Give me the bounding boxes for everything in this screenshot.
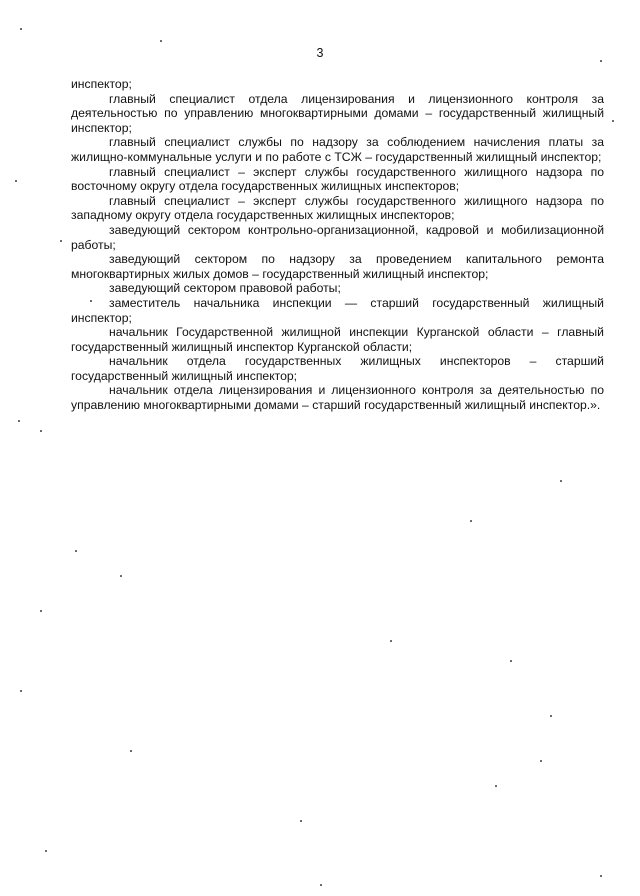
- paragraph: начальник Государственной жилищной инспекции Курганской области – главный государственный жилищный инспектор Курганской области;: [71, 325, 604, 354]
- paragraph: заведующий сектором контрольно-организационной, кадровой и мобилизационной работы;: [71, 222, 604, 252]
- paragraph: начальник отдела государственных жилищных инспекторов – старший государственный жилищный инспектор;: [71, 354, 604, 383]
- paragraph: инспектор;: [71, 77, 132, 91]
- paragraph: главный специалист службы по надзору за соблюдением начисления платы за жилищно-коммунальные услуги и по работе с ТСЖ – государственный жилищный инспектор;: [71, 135, 604, 164]
- paragraph: начальник отдела лицензирования и лицензионного контроля за деятельностью по управлению многоквартирными домами – старший государственный жилищный инспектор.».: [71, 383, 604, 413]
- paragraph: заместитель начальника инспекции — старший государственный жилищный инспектор;: [71, 295, 604, 325]
- page-number: 3: [316, 46, 324, 60]
- document-body: [71, 77, 604, 413]
- paragraph: главный специалист отдела лицензирования и лицензионного контроля за деятельностью по управлению многоквартирными домами – государственный жилищный инспектор;: [71, 91, 604, 135]
- paragraph: главный специалист – эксперт службы государственного жилищного надзора по восточному округу отдела государственных жилищных инспекторов;: [71, 164, 604, 194]
- paragraph: заведующий сектором по надзору за проведением капитального ремонта многоквартирных жилых домов – государственный жилищный инспектор;: [71, 252, 604, 281]
- paragraph: заведующий сектором правовой работы;: [109, 281, 341, 296]
- paragraph: главный специалист – эксперт службы государственного жилищного надзора по западному округу отдела государственных жилищных инспекторов;: [71, 193, 604, 223]
